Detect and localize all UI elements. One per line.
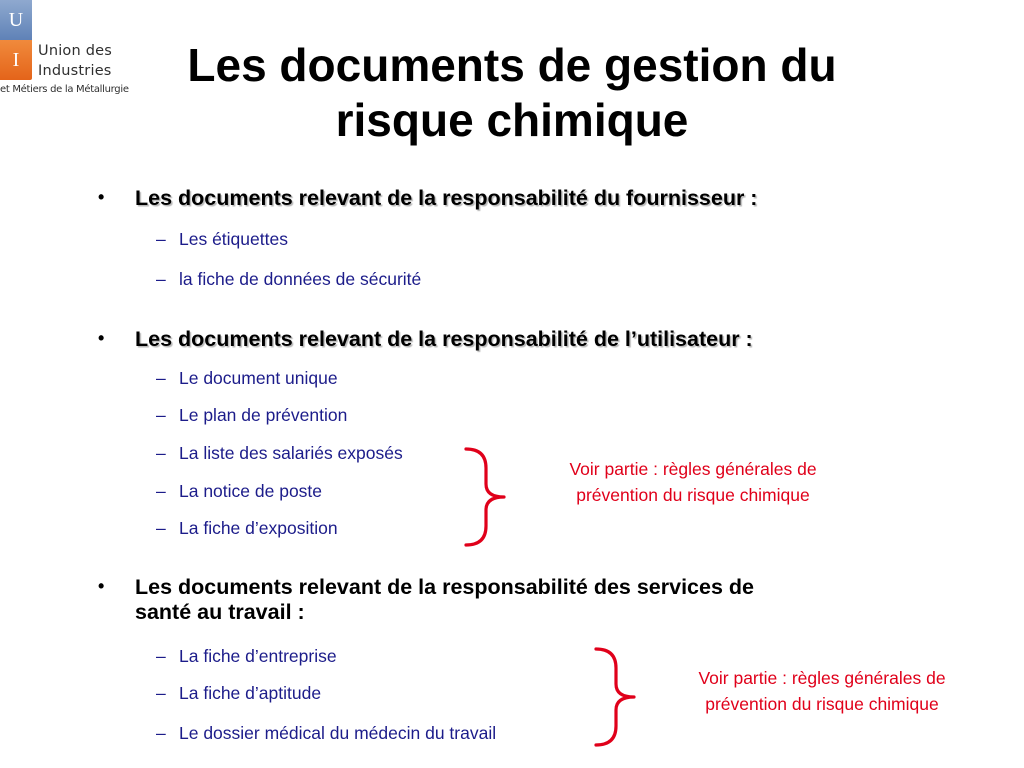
list-item-text: Le dossier médical du médecin du travail [179,723,497,743]
dash-icon: – [156,443,166,463]
note-general-rules [520,456,866,509]
logo-letter-u: U [8,9,24,31]
logo-text-line2: Industries [38,63,112,79]
curly-brace-icon [592,646,638,748]
bullet-icon: • [98,328,105,348]
slide-title [130,38,894,148]
slide-title-line1: Les documents de gestion du [187,39,837,91]
list-item [156,269,421,289]
note-line1: Voir partie : règles générales de [698,668,946,688]
dash-icon: – [156,368,166,388]
curly-brace-icon [462,446,508,548]
dash-icon: – [156,723,166,743]
list-item [156,683,321,703]
dash-icon: – [156,269,166,289]
list-item [156,646,337,666]
list-item [156,518,338,538]
section-heading-user [98,327,753,352]
note-line2: prévention du risque chimique [705,694,939,715]
list-item-text: La fiche d’entreprise [179,646,337,666]
note-line1: Voir partie : règles générales de [569,459,817,479]
list-item-text: La fiche d’exposition [179,518,338,538]
slide-title-line2: risque chimique [335,94,689,147]
section-heading-text: Les documents relevant de la responsabilité du fournisseur : [135,186,758,210]
list-item [156,405,347,425]
logo-text-line1: Union des [38,43,112,59]
section-heading-text-line2: santé au travail : [135,599,305,624]
note-line2: prévention du risque chimique [576,485,810,506]
list-item-text: Les étiquettes [179,229,288,249]
list-item-text: La notice de poste [179,481,323,501]
logo-text-line3: et Métiers de la Métallurgie [0,84,129,95]
section-heading-supplier [98,186,757,211]
list-item-text: Le plan de prévention [179,405,348,425]
dash-icon: – [156,405,166,425]
list-item [156,368,338,388]
list-item-text: La fiche d’aptitude [179,683,322,703]
list-item-text: la fiche de données de sécurité [179,269,422,289]
logo-letter-i: I [12,49,20,71]
dash-icon: – [156,481,166,501]
list-item [156,229,288,249]
section-heading-text: Les documents relevant de la responsabilité des services de [135,575,754,599]
list-item-text: La liste des salariés exposés [179,443,403,463]
list-item [156,443,403,463]
note-general-rules [648,665,996,718]
list-item [156,481,322,501]
uimm-logo [0,0,129,100]
dash-icon: – [156,646,166,666]
bullet-icon: • [98,576,105,596]
section-heading-text: Les documents relevant de la responsabilité de l’utilisateur : [135,327,753,351]
logo-mark [0,0,32,80]
section-heading-health-services [98,575,754,624]
list-item-text: Le document unique [179,368,338,388]
dash-icon: – [156,683,166,703]
bullet-icon: • [98,187,105,207]
dash-icon: – [156,229,166,249]
dash-icon: – [156,518,166,538]
list-item [156,723,496,743]
